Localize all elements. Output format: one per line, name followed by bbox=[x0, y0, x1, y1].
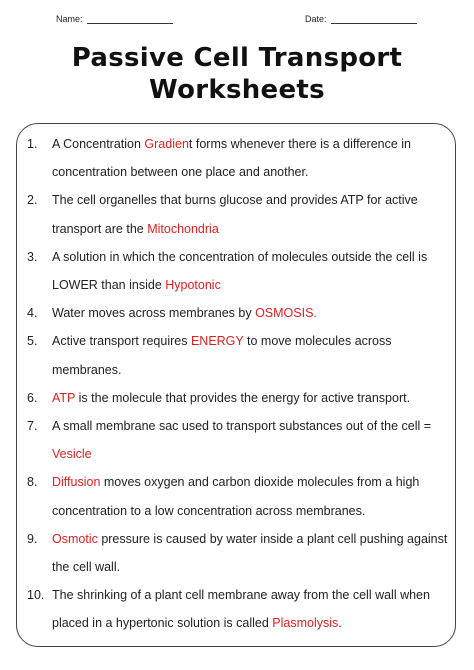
question-text: Water moves across membranes by bbox=[52, 306, 256, 321]
answer-text: OSMOSIS. bbox=[255, 306, 317, 321]
answer-text: Vesicle bbox=[52, 447, 92, 462]
question-text: A solution in which the concentration of molecules outside the cell is LOWER than inside bbox=[52, 249, 428, 293]
question-number: 2. bbox=[27, 193, 38, 208]
question-number: 7. bbox=[27, 419, 38, 434]
question-list bbox=[0, 130, 474, 638]
date-blank-line[interactable] bbox=[331, 14, 417, 24]
answer-text: Hypotonic bbox=[165, 278, 221, 293]
question-item bbox=[0, 243, 474, 299]
question-text: t forms whenever there is a difference in concentration between one place and another. bbox=[52, 137, 412, 180]
question-text: to move molecules across membranes. bbox=[52, 334, 392, 377]
date-label: Date: bbox=[305, 14, 327, 24]
question-text: A small membrane sac used to transport substances out of the cell = bbox=[52, 419, 432, 434]
answer-text: ENERGY bbox=[190, 334, 244, 349]
worksheet-header bbox=[0, 14, 474, 28]
date-field[interactable] bbox=[305, 14, 417, 24]
answer-text: Gradien bbox=[144, 137, 189, 151]
question-text: A Concentration bbox=[52, 137, 145, 151]
question-number: 6. bbox=[27, 390, 38, 405]
question-number: 3. bbox=[27, 249, 38, 264]
answer-text: Diffusion bbox=[52, 475, 101, 490]
question-item bbox=[0, 581, 474, 637]
answer-text: ATP bbox=[52, 390, 76, 405]
answer-text: Osmotic bbox=[52, 531, 98, 546]
answer-text: Plasmolysis bbox=[272, 616, 339, 631]
name-blank-line[interactable] bbox=[87, 14, 173, 24]
question-text: moves oxygen and carbon dioxide molecules from a high concentration to a low concentration across membranes. bbox=[52, 475, 420, 518]
question-text: The cell organelles that burns glucose and provides ATP for active transport are the bbox=[52, 193, 418, 236]
question-text: pressure is caused by water inside a plant cell pushing against the cell wall. bbox=[52, 531, 448, 575]
question-item bbox=[0, 186, 474, 242]
question-number: 1. bbox=[27, 137, 38, 151]
question-item bbox=[0, 412, 474, 468]
name-field[interactable] bbox=[56, 14, 173, 24]
question-number: 10. bbox=[27, 588, 45, 603]
title-line-2: Worksheets bbox=[149, 75, 325, 105]
answer-text: Mitochondria bbox=[147, 221, 219, 236]
title-line-1: Passive Cell Transport bbox=[71, 43, 403, 73]
question-text: is the molecule that provides the energy for active transport. bbox=[75, 390, 411, 405]
question-number: 8. bbox=[27, 475, 38, 490]
question-text: . bbox=[338, 616, 342, 631]
question-item bbox=[0, 525, 474, 581]
question-number: 5. bbox=[27, 334, 38, 349]
question-item bbox=[0, 327, 474, 383]
question-text: Active transport requires bbox=[52, 334, 191, 349]
question-item bbox=[0, 130, 474, 186]
question-item bbox=[0, 468, 474, 524]
question-item bbox=[0, 299, 474, 327]
question-text: The shrinking of a plant cell membrane away from the cell wall when placed in a hypertonic solution is called bbox=[52, 588, 430, 631]
question-number: 9. bbox=[27, 531, 38, 546]
question-number: 4. bbox=[27, 306, 38, 321]
question-item bbox=[0, 384, 474, 412]
worksheet-title bbox=[0, 42, 474, 106]
name-label: Name: bbox=[56, 14, 83, 24]
